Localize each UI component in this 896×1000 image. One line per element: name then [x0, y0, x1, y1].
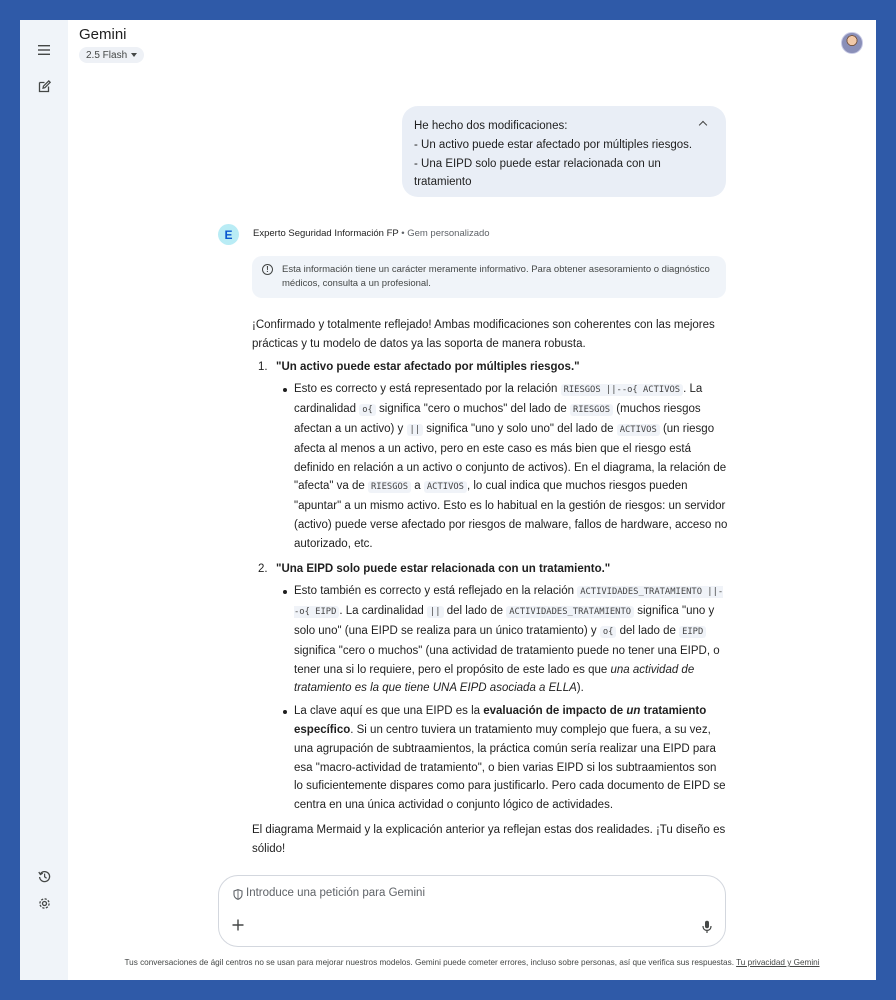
- list-heading: "Una EIPD solo puede estar relacionada con un tratamiento.": [276, 562, 611, 575]
- list-number: 1.: [258, 360, 268, 373]
- text: La clave aquí es que una EIPD es la: [294, 705, 484, 718]
- text: significa "cero o muchos" del lado de: [375, 403, 570, 416]
- text: Esto también es correcto y está reflejado en la relación: [294, 585, 578, 598]
- app-title: Gemini: [79, 26, 127, 43]
- sub-list: [294, 582, 728, 815]
- inline-code: ACTIVIDADES_TRATAMIENTO: [506, 606, 634, 618]
- gem-separator: •: [401, 228, 405, 239]
- gem-avatar: E: [218, 224, 239, 245]
- gem-header: [253, 228, 490, 239]
- microphone-icon[interactable]: [701, 920, 713, 934]
- text: significa "uno y solo uno" (una EIPD se realiza para un único tratamiento) y: [294, 605, 715, 637]
- add-plus-icon[interactable]: [231, 918, 245, 932]
- user-message-line: - Un activo puede estar afectado por múltiples riesgos.: [414, 138, 693, 151]
- text: significa "cero o muchos" (una actividad de tratamiento puede no tener una EIPD, o tener una si lo requiere, pero el propósito de este lado es que: [294, 644, 720, 676]
- new-chat-edit-icon[interactable]: [34, 76, 54, 96]
- footer-text: Tus conversaciones de ágil centros no se usan para mejorar nuestros modelos. Gemini puede cometer errores, incluso sobre personas, así que verifica sus respuestas.: [124, 958, 737, 967]
- bullet-item: [294, 582, 728, 698]
- inline-code: RIESGOS ||--o{ ACTIVOS: [561, 384, 684, 396]
- caret-down-icon: [131, 53, 137, 57]
- prompt-placeholder[interactable]: Introduce una petición para Gemini: [246, 887, 425, 899]
- disclaimer-text: Esta información tiene un carácter meramente informativo. Para obtener asesoramiento o diagnóstico médicos, consulta a un profesional.: [282, 264, 710, 289]
- inline-code: ACTIVOS: [424, 481, 467, 493]
- response-list: [252, 358, 728, 815]
- inline-code: o{: [600, 626, 617, 638]
- response-intro: ¡Confirmado y totalmente reflejado! Ambas modificaciones son coherentes con las mejores prácticas y tu modelo de datos ya las soporta de manera robusta.: [252, 319, 715, 350]
- text: del lado de: [443, 605, 507, 618]
- user-message-line: tratamiento: [414, 176, 472, 189]
- inline-code: ACTIVOS: [617, 424, 660, 436]
- text: . Si un centro tuviera un tratamiento muy complejo que fuera, a su vez, una agrupación de subtraamientos, la práctica común sería realizar una EIPD para esa "macro-actividad de tratamiento", o bien varias EIPD si los subtraamientos son lo suficientemente dispares como para justificarlo. Pero cada documento de EIPD se centra en una única actividad o conjunto lógico de actividades.: [294, 723, 726, 812]
- inline-code: ||: [407, 424, 424, 436]
- text: , lo cual indica que muchos riesgos pueden "apuntar" a un mismo activo. Esto es lo habitual en la gestión de riesgos: un servidor (activo) puede verse afectado por riesgos de malware, fallos de hardware, acceso no autorizado, etc.: [294, 480, 728, 550]
- sub-list: [294, 380, 728, 553]
- inline-code: o{: [359, 404, 376, 416]
- emphasis-text: una actividad de tratamiento es la que tiene UNA EIPD asociada a ELLA: [294, 663, 695, 695]
- menu-icon[interactable]: [34, 40, 54, 60]
- list-heading: "Un activo puede estar afectado por múltiples riesgos.": [276, 360, 580, 373]
- text: (un riesgo afecta al menos a un activo, pero en este caso es más bien que el riesgo está definido en relación a un activo o conjunto de activos). En el diagrama, la relación de "afecta" va de: [294, 422, 727, 493]
- user-message-bubble: [402, 106, 726, 197]
- privacy-link[interactable]: Tu privacidad y Gemini: [736, 958, 820, 967]
- list-item: [252, 560, 728, 815]
- shield-icon: [233, 889, 243, 900]
- user-message-line: - Una EIPD solo puede estar relacionada con un: [414, 157, 661, 170]
- model-response: [252, 316, 728, 859]
- text: significa "uno y solo uno" del lado de: [423, 422, 617, 435]
- history-icon[interactable]: [34, 866, 54, 886]
- inline-code: ||: [427, 606, 444, 618]
- info-alert-icon: !: [262, 264, 273, 275]
- text: tratamiento específico: [294, 705, 707, 736]
- text: . La cardinalidad: [294, 383, 703, 416]
- emphasis-text: un: [626, 705, 641, 718]
- text: . La cardinalidad: [339, 605, 427, 618]
- inline-code: EIPD: [679, 626, 706, 638]
- list-item: [252, 358, 728, 554]
- side-rail: [20, 20, 68, 980]
- inline-code: ACTIVIDADES_TRATAMIENTO ||--o{ EIPD: [294, 587, 724, 618]
- footer-notice: [68, 958, 876, 967]
- medical-disclaimer: [252, 256, 726, 298]
- settings-gear-icon[interactable]: [34, 893, 54, 913]
- user-avatar[interactable]: [841, 32, 863, 54]
- inline-code: RIESGOS: [368, 481, 411, 493]
- text: evaluación de impacto de: [483, 705, 627, 718]
- model-label: 2.5 Flash: [86, 49, 128, 61]
- gem-name: Experto Seguridad Información FP: [253, 228, 399, 239]
- list-number: 2.: [258, 562, 268, 575]
- text: Esto es correcto y está representado por la relación: [294, 383, 561, 396]
- prompt-input-box[interactable]: [218, 875, 726, 947]
- gem-label: Gem personalizado: [407, 228, 490, 239]
- text: ).: [576, 682, 584, 695]
- gemini-window: [20, 20, 876, 980]
- text: del lado de: [616, 624, 680, 637]
- user-message-line: He hecho dos modificaciones:: [414, 120, 568, 132]
- model-selector[interactable]: [79, 47, 144, 63]
- response-closing: El diagrama Mermaid y la explicación anterior ya reflejan estas dos realidades. ¡Tu diseño es sólido!: [252, 823, 726, 855]
- text: a: [411, 480, 424, 493]
- bullet-item: [294, 702, 728, 815]
- inline-code: RIESGOS: [570, 404, 613, 416]
- text: (muchos riesgos afectan a un activo) y: [294, 403, 701, 435]
- bullet-item: [294, 380, 728, 553]
